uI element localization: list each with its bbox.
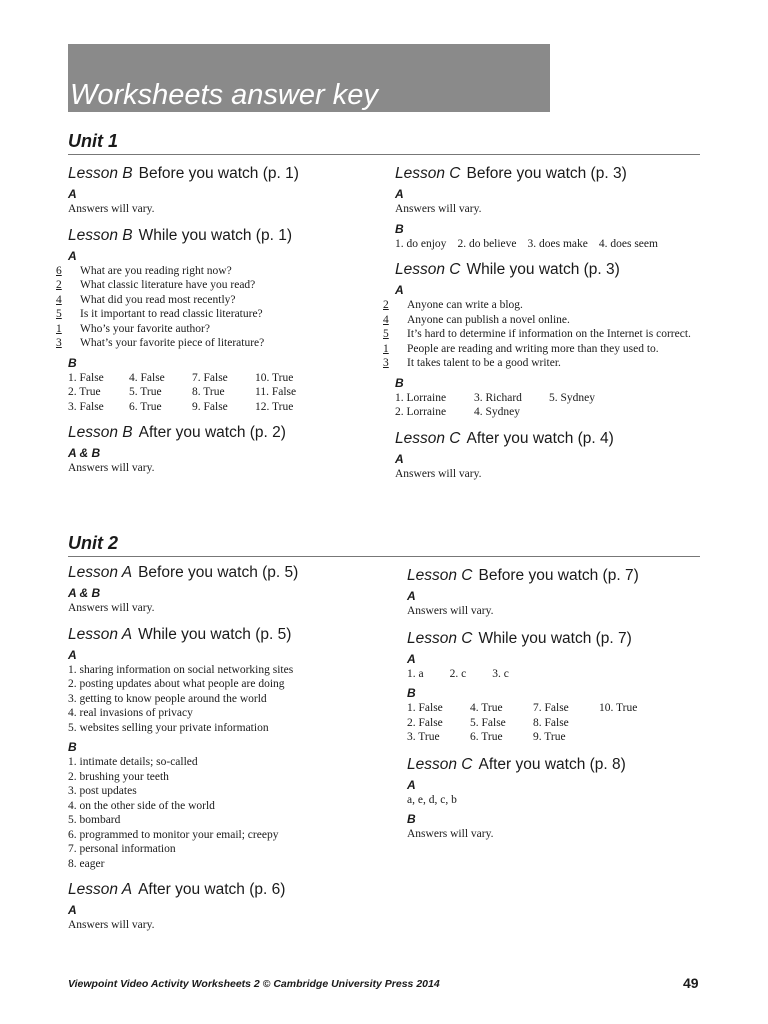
lesson-name: Lesson C — [407, 629, 473, 647]
answer-cell: 6. True — [470, 731, 503, 743]
lesson-activity: After you watch (p. 4) — [466, 429, 614, 447]
answer-item: 8. eager — [68, 857, 105, 870]
lesson-activity: Before you watch (p. 5) — [138, 564, 299, 581]
lesson-section — [68, 879, 388, 933]
answer-number: 1 — [383, 342, 389, 355]
part-label: A — [395, 187, 404, 201]
answer-cell: 2. Lorraine — [395, 406, 447, 418]
answer-text: Answers will vary. — [68, 203, 155, 215]
answer-cell: 3. Richard — [474, 391, 522, 404]
answer-item: 6. programmed to monitor your email; creepy — [68, 828, 279, 841]
lesson-name: Lesson C — [395, 261, 461, 278]
answer-cell: 1. False — [407, 702, 443, 714]
answer-number: 2 — [56, 279, 62, 291]
answer-number: 5 — [56, 308, 62, 320]
lesson-heading — [68, 225, 388, 247]
lesson-section — [383, 259, 715, 420]
part-label: A — [68, 248, 77, 263]
answer-text: a, e, d, c, b — [407, 793, 457, 806]
answer-number: 5 — [383, 328, 389, 340]
page-number: 49 — [683, 975, 699, 991]
answer-text: Who’s your favorite author? — [80, 322, 210, 335]
answer-cell — [549, 405, 619, 420]
answer-cell: 1. Lorraine — [395, 391, 447, 404]
part-label: A — [68, 647, 77, 662]
lesson-heading — [407, 754, 707, 776]
lesson-section — [407, 754, 707, 842]
lesson-section — [407, 565, 707, 619]
answer-row — [407, 667, 707, 682]
lesson-name: Lesson C — [407, 567, 473, 584]
lesson-section — [395, 428, 715, 482]
answer-cell: 4. False — [129, 371, 165, 384]
lesson-section — [56, 225, 388, 415]
answer-text: People are reading and writing more than they used to. — [407, 342, 659, 355]
lesson-heading — [395, 163, 715, 185]
answer-cell: 9. True — [533, 731, 566, 743]
answer-text: Answers will vary. — [407, 828, 494, 840]
answer-item: 1. intimate details; so-called — [68, 756, 198, 768]
answer-cell: 4. True — [470, 702, 503, 714]
lesson-activity: After you watch (p. 8) — [478, 755, 626, 773]
answer-cell: 4. Sydney — [474, 406, 520, 418]
answer-text: Answers will vary. — [68, 462, 155, 474]
answer-number: 3 — [383, 357, 389, 369]
part-label: A — [68, 903, 77, 917]
lesson-activity: After you watch (p. 6) — [138, 881, 286, 898]
lesson-activity: Before you watch (p. 7) — [478, 567, 639, 584]
answer-cell: 7. False — [192, 371, 228, 384]
lesson-activity: While you watch (p. 7) — [478, 629, 632, 647]
lesson-heading — [68, 624, 388, 646]
answer-cell: 3. True — [407, 731, 440, 743]
answer-cell: 1. do enjoy — [395, 237, 447, 250]
unit-1-right-column — [383, 163, 715, 481]
answer-number: 4 — [56, 293, 62, 306]
unit-2-right-column — [407, 565, 707, 842]
answer-item — [383, 313, 715, 328]
answer-item: 5. bombard — [68, 814, 121, 826]
answer-cell: 4. does seem — [598, 237, 658, 250]
lesson-name: Lesson A — [68, 625, 133, 643]
unit-1-left-column — [56, 163, 388, 476]
footer-copyright: Viewpoint Video Activity Worksheets 2 © Cambridge University Press 2014 — [68, 978, 440, 990]
answer-item: 3. post updates — [68, 785, 137, 797]
lesson-activity: While you watch (p. 5) — [138, 625, 292, 643]
lesson-heading — [68, 422, 388, 444]
answer-text: It’s hard to determine if information on the Internet is correct. — [407, 328, 691, 340]
answer-cell: 10. True — [599, 702, 638, 714]
answer-cell — [599, 716, 659, 731]
answer-number: 6 — [56, 264, 62, 277]
answer-item — [383, 356, 715, 371]
lesson-activity: While you watch (p. 1) — [138, 226, 292, 244]
part-label: B — [407, 812, 416, 826]
answer-item: 2. brushing your teeth — [68, 770, 169, 783]
answer-text: What’s your favorite piece of literature? — [80, 337, 265, 349]
answer-cell: 9. False — [192, 400, 228, 413]
answer-item: 7. personal information — [68, 843, 176, 855]
answer-cell: 8. False — [533, 716, 569, 729]
lesson-name: Lesson C — [395, 165, 461, 182]
answer-item: 2. posting updates about what people are doing — [68, 678, 285, 690]
answer-text: Is it important to read classic literature? — [80, 308, 263, 320]
answer-cell: 1. False — [68, 371, 104, 384]
lesson-name: Lesson C — [395, 429, 461, 447]
answer-text: Answers will vary. — [395, 203, 482, 215]
part-label: A — [395, 451, 404, 466]
unit-2-title: Unit 2 — [68, 533, 119, 553]
lesson-heading — [407, 628, 707, 650]
answer-item: 3. getting to know people around the world — [68, 692, 267, 705]
answer-cell: 7. False — [533, 702, 569, 714]
answer-cell: 2. False — [407, 716, 443, 729]
answer-cell: 5. True — [129, 386, 162, 398]
answer-cell: 12. True — [255, 400, 294, 413]
lesson-section — [68, 562, 388, 616]
answer-text: Anyone can write a blog. — [407, 299, 523, 311]
lesson-name: Lesson A — [68, 564, 133, 581]
answer-number: 1 — [56, 322, 62, 335]
answer-cell: 3. False — [68, 400, 104, 413]
answer-item: 4. real invasions of privacy — [68, 707, 193, 719]
answer-item: 1. sharing information on social networking sites — [68, 663, 294, 676]
lesson-heading — [68, 562, 388, 584]
lesson-heading — [68, 163, 388, 185]
answer-grid — [407, 701, 707, 745]
answer-cell: 6. True — [129, 400, 162, 413]
answer-item — [56, 293, 388, 308]
answer-number: 3 — [56, 337, 62, 349]
answer-grid — [68, 371, 388, 415]
answer-cell: 5. Sydney — [549, 391, 595, 404]
answer-text: Anyone can publish a novel online. — [407, 313, 570, 326]
unit-1-heading — [68, 128, 700, 155]
lesson-section — [68, 624, 388, 872]
answer-text: Answers will vary. — [395, 467, 482, 480]
title-banner — [68, 44, 550, 112]
answer-cell: 3. c — [492, 667, 509, 680]
lesson-section — [395, 163, 715, 251]
answer-item — [56, 336, 388, 351]
lesson-section — [68, 422, 388, 476]
unit-1-title: Unit 1 — [68, 131, 119, 151]
part-label: B — [68, 355, 77, 370]
part-label: A — [68, 187, 77, 201]
answer-item — [383, 327, 715, 342]
part-label: B — [395, 375, 404, 390]
answer-cell: 1. a — [407, 667, 424, 680]
part-label: B — [395, 221, 404, 236]
answer-cell — [599, 730, 659, 745]
answer-cell: 2. True — [68, 386, 101, 398]
lesson-section — [68, 163, 388, 217]
answer-row — [395, 237, 715, 252]
unit-2-left-column — [68, 562, 388, 933]
answer-text: Answers will vary. — [68, 602, 155, 614]
page-title: Worksheets answer key — [70, 79, 378, 111]
part-label: A & B — [68, 446, 101, 460]
lesson-activity: After you watch (p. 2) — [138, 424, 286, 441]
answer-cell: 5. False — [470, 716, 506, 729]
lesson-activity: While you watch (p. 3) — [466, 261, 620, 278]
answer-text: Answers will vary. — [68, 919, 155, 931]
lesson-name: Lesson A — [68, 881, 133, 898]
lesson-heading — [395, 428, 715, 450]
answer-item — [56, 322, 388, 337]
answer-number: 2 — [383, 299, 389, 311]
part-label: B — [407, 686, 416, 700]
part-label: A — [407, 777, 416, 792]
answer-cell: 2. c — [449, 667, 467, 680]
lesson-name: Lesson B — [68, 424, 133, 441]
answer-cell: 11. False — [255, 386, 297, 398]
answer-item: 5. websites selling your private information — [68, 721, 269, 734]
part-label: B — [68, 740, 77, 754]
answer-text: What classic literature have you read? — [80, 279, 256, 291]
answer-text: It takes talent to be a good writer. — [407, 357, 561, 369]
answer-grid — [395, 391, 715, 420]
lesson-activity: Before you watch (p. 3) — [466, 165, 627, 182]
answer-text: What did you read most recently? — [80, 293, 236, 306]
lesson-heading — [68, 879, 388, 901]
answer-cell: 10. True — [255, 371, 294, 384]
lesson-name: Lesson C — [407, 755, 473, 773]
unit-2-heading — [68, 530, 700, 557]
answer-item: 4. on the other side of the world — [68, 799, 215, 812]
answer-item — [383, 342, 715, 357]
lesson-activity: Before you watch (p. 1) — [138, 165, 299, 182]
answer-cell: 2. do believe — [457, 237, 517, 250]
answer-text: What are you reading right now? — [80, 264, 232, 277]
lesson-section — [407, 628, 707, 745]
answer-number: 4 — [383, 313, 389, 326]
lesson-name: Lesson B — [68, 165, 133, 182]
part-label: A & B — [68, 586, 101, 600]
answer-cell: 3. does make — [527, 237, 588, 250]
answer-item — [56, 278, 388, 293]
answer-item — [56, 307, 388, 322]
part-label: A — [395, 283, 404, 297]
part-label: A — [407, 589, 416, 603]
answer-cell: 8. True — [192, 386, 225, 398]
lesson-heading — [407, 565, 707, 587]
lesson-heading — [395, 259, 715, 281]
part-label: A — [407, 651, 416, 666]
lesson-name: Lesson B — [68, 226, 133, 244]
answer-text: Answers will vary. — [407, 605, 494, 617]
answer-item — [383, 298, 715, 313]
answer-item — [56, 264, 388, 279]
